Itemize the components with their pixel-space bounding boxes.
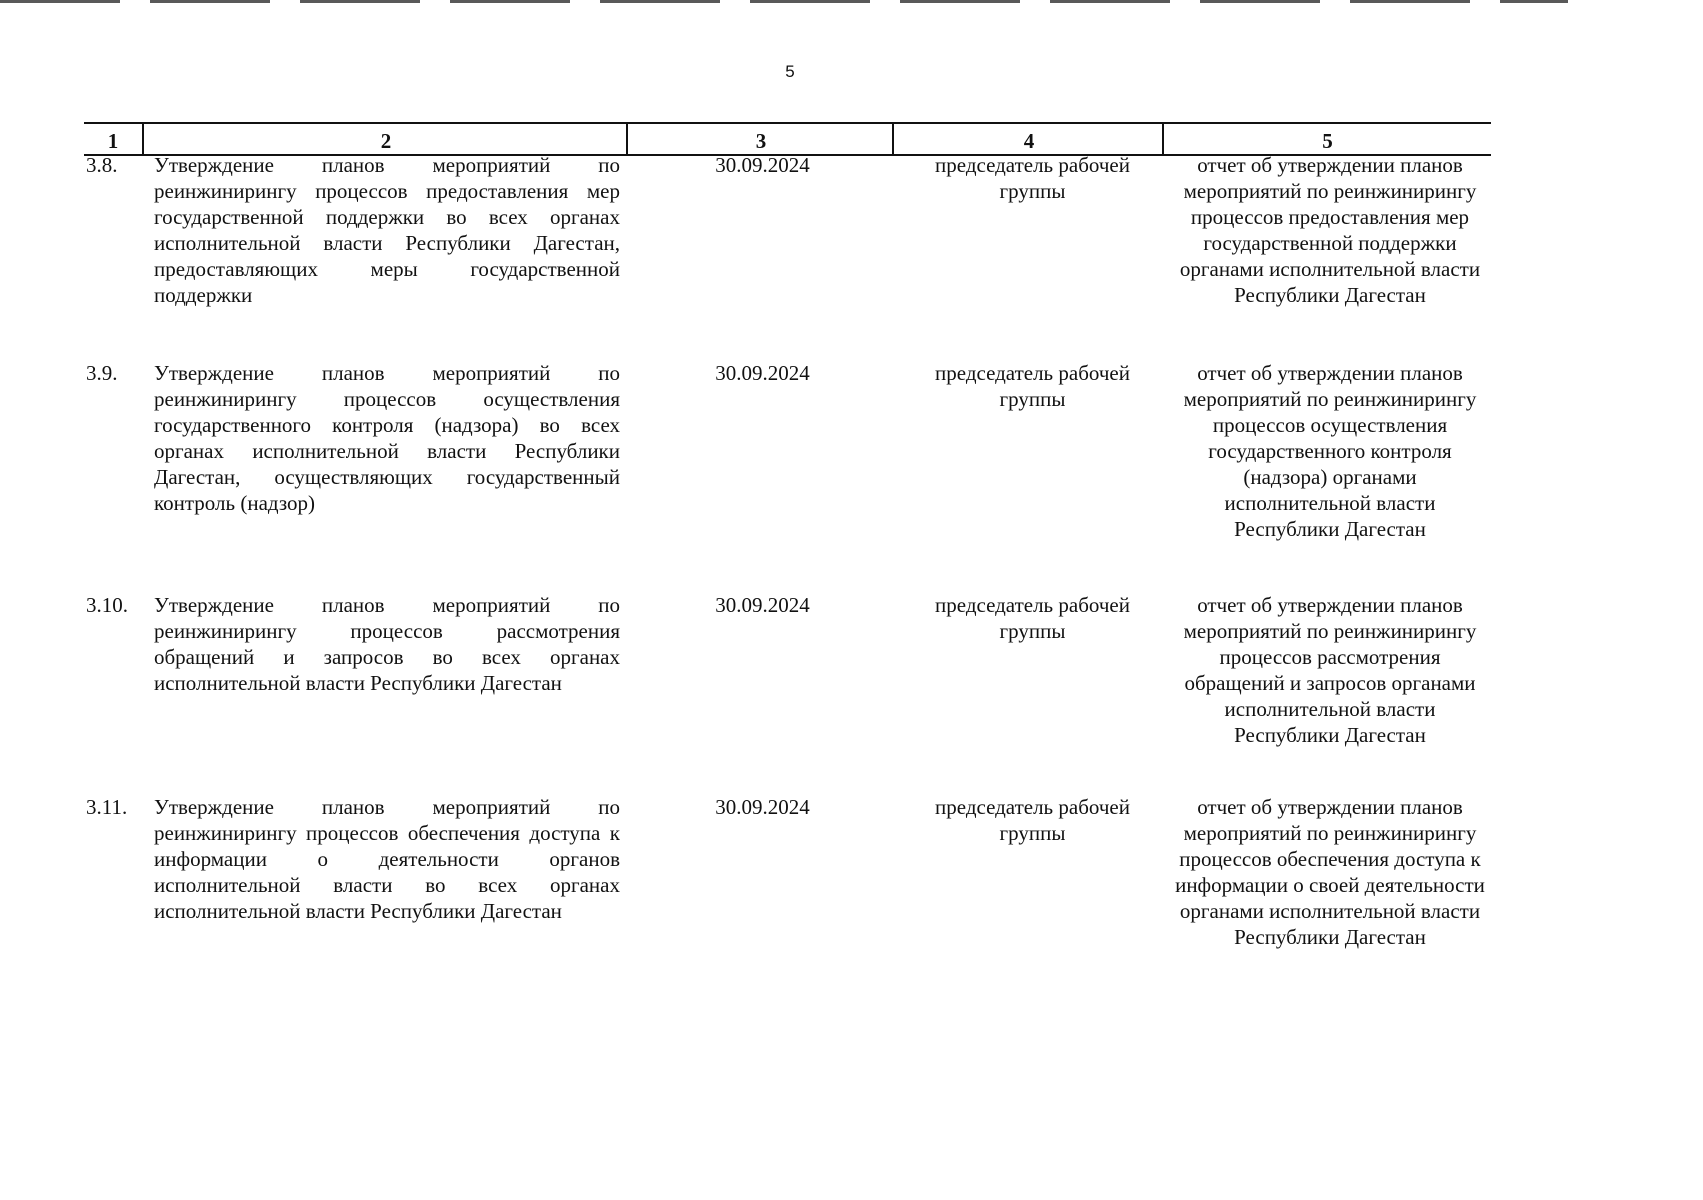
column-header-3: 3 [626, 124, 894, 154]
row-responsible: председатель рабочей группы [935, 361, 1130, 411]
row-responsible: председатель рабочей группы [935, 593, 1130, 643]
page-number: 5 [785, 62, 795, 81]
row-responsible: председатель рабочей группы [935, 153, 1130, 203]
row-description: Утверждение планов мероприятий по реинжинирингу процессов обеспечения доступа к информации о деятельности органов исполнительной власти во всех органах исполнительной власти Республики Дагестан [154, 795, 620, 923]
table-header [84, 122, 1491, 156]
row-number: 3.11. [86, 795, 128, 819]
row-description: Утверждение планов мероприятий по реинжинирингу процессов рассмотрения обращений и запросов во всех органах исполнительной власти Республики Дагестан [154, 593, 620, 695]
row-description: Утверждение планов мероприятий по реинжинирингу процессов предоставления мер государственной поддержки во всех органах исполнительной власти Республики Дагестан, предоставляющих меры государственной поддержки [154, 153, 620, 307]
row-date: 30.09.2024 [715, 153, 810, 177]
row-date: 30.09.2024 [715, 795, 810, 819]
row-number: 3.8. [86, 153, 118, 177]
row-date: 30.09.2024 [715, 593, 810, 617]
row-result: отчет об утверждении планов мероприятий по реинжинирингу процессов рассмотрения обращений и запросов органами исполнительной власти Республики Дагестан [1183, 593, 1477, 747]
row-number: 3.10. [86, 593, 128, 617]
row-result: отчет об утверждении планов мероприятий по реинжинирингу процессов предоставления мер государственной поддержки органами исполнительной власти Республики Дагестан [1179, 153, 1481, 307]
row-date: 30.09.2024 [715, 361, 810, 385]
row-result: отчет об утверждении планов мероприятий по реинжинирингу процессов обеспечения доступа к информации о своей деятельности органами исполнительной власти Республики Дагестан [1175, 795, 1485, 949]
row-result: отчет об утверждении планов мероприятий по реинжинирингу процессов осуществления государственного контроля (надзора) органами исполнительной власти Республики Дагестан [1183, 361, 1477, 541]
row-responsible: председатель рабочей группы [935, 795, 1130, 845]
column-header-1: 1 [107, 129, 119, 153]
column-header-2: 2 [142, 124, 628, 154]
scan-edge [0, 0, 1568, 3]
row-number: 3.9. [86, 361, 118, 385]
row-description: Утверждение планов мероприятий по реинжинирингу процессов осуществления государственного контроля (надзора) во всех органах исполнительной власти Республики Дагестан, осуществляющих государственный контроль (надзор) [154, 361, 620, 515]
column-header-5: 5 [1162, 124, 1491, 154]
column-header-4: 4 [892, 124, 1164, 154]
